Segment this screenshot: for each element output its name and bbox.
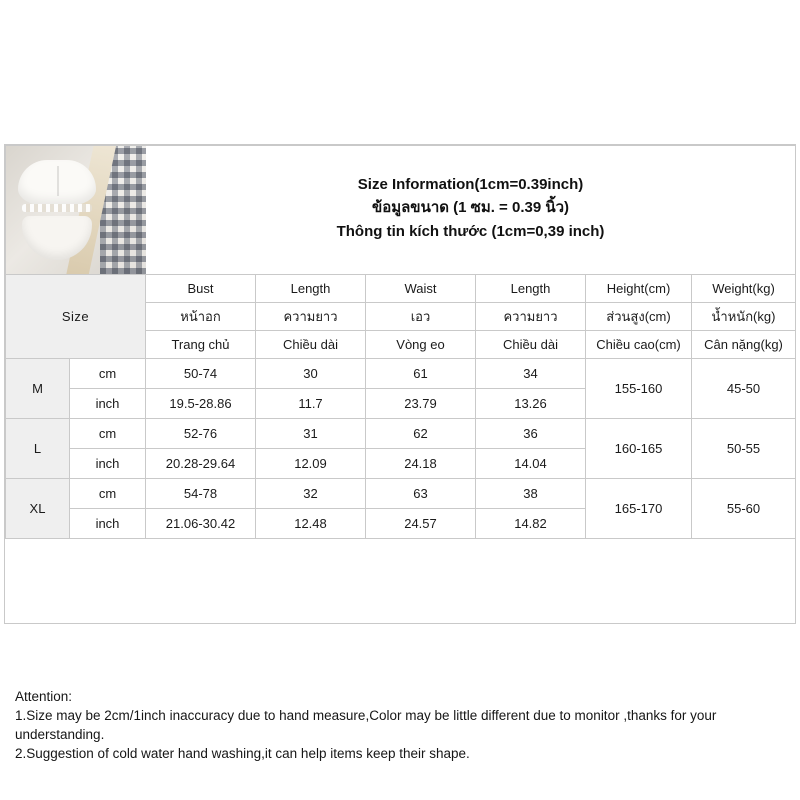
attention-line-1: 1.Size may be 2cm/1inch inaccuracy due to hand measure,Color may be little different due to monitor ,thanks for your understanding. [15,708,717,743]
table-row-title [6,146,796,275]
attention-line-2: 2.Suggestion of cold water hand washing,it can help items keep their shape. [15,746,470,762]
col-header-bust-en: Bust [146,275,256,303]
cell-xl-weight: 55-60 [692,479,796,539]
cell-l-height: 160-165 [586,419,692,479]
size-chart-table-wrapper [4,144,796,762]
title-line-en: Size Information(1cm=0.39inch) [357,176,584,194]
col-header-waist-vi: Vòng eo [366,331,476,359]
row-size-l: L [6,419,70,479]
table-row [6,479,796,509]
table-row [6,359,796,389]
table-row-header-en [6,275,796,303]
row-unit-cm-xl: cm [70,479,146,509]
row-size-xl: XL [6,479,70,539]
attention-notes [9,683,800,764]
cell-xl-inch-length2: 14.82 [476,509,586,539]
cell-l-cm-length1: 31 [256,419,366,449]
col-header-length1-th: ความยาว [256,303,366,331]
row-unit-cm-m: cm [70,359,146,389]
row-unit-inch-l: inch [70,449,146,479]
col-header-length1-vi: Chiều dài [256,331,366,359]
cell-xl-cm-length2: 38 [476,479,586,509]
cell-m-height: 155-160 [586,359,692,419]
cell-xl-cm-waist: 63 [366,479,476,509]
size-chart-table [5,145,796,539]
product-photo [6,146,146,274]
row-size-m: M [6,359,70,419]
photo-bra [18,160,96,206]
col-header-length2-vi: Chiều dài [476,331,586,359]
cell-m-weight: 45-50 [692,359,796,419]
cell-l-inch-bust: 20.28-29.64 [146,449,256,479]
cell-m-inch-length1: 11.7 [256,389,366,419]
cell-m-cm-length2: 34 [476,359,586,389]
col-header-height-vi: Chiều cao(cm) [586,331,692,359]
cell-l-inch-waist: 24.18 [366,449,476,479]
col-header-bust-th: หน้าอก [146,303,256,331]
title-line-th: ข้อมูลขนาด (1 ซม. = 0.39 นิ้ว) [371,199,570,217]
cell-m-cm-bust: 50-74 [146,359,256,389]
attention-heading: Attention: [15,689,73,704]
cell-l-weight: 50-55 [692,419,796,479]
cell-xl-inch-bust: 21.06-30.42 [146,509,256,539]
cell-xl-cm-bust: 54-78 [146,479,256,509]
col-header-weight-en: Weight(kg) [692,275,796,303]
cell-m-cm-length1: 30 [256,359,366,389]
row-unit-inch-m: inch [70,389,146,419]
col-header-waist-th: เอว [366,303,476,331]
cell-m-inch-waist: 23.79 [366,389,476,419]
cell-m-cm-waist: 61 [366,359,476,389]
cell-m-inch-length2: 13.26 [476,389,586,419]
table-row [6,419,796,449]
col-header-length2-en: Length [476,275,586,303]
row-unit-cm-l: cm [70,419,146,449]
col-header-bust-vi: Trang chủ [146,331,256,359]
col-header-height-en: Height(cm) [586,275,692,303]
cell-xl-inch-waist: 24.57 [366,509,476,539]
cell-l-cm-bust: 52-76 [146,419,256,449]
cell-m-inch-bust: 19.5-28.86 [146,389,256,419]
cell-xl-cm-length1: 32 [256,479,366,509]
col-header-height-th: ส่วนสูง(cm) [586,303,692,331]
row-unit-inch-xl: inch [70,509,146,539]
cell-l-inch-length1: 12.09 [256,449,366,479]
cell-xl-inch-length1: 12.48 [256,509,366,539]
col-header-length2-th: ความยาว [476,303,586,331]
photo-lace-trim [22,204,92,212]
size-column-header: Size [6,275,146,359]
cell-xl-height: 165-170 [586,479,692,539]
col-header-waist-en: Waist [366,275,476,303]
size-information-title [146,146,796,275]
col-header-weight-th: น้ำหนัก(kg) [692,303,796,331]
col-header-weight-vi: Cân nặng(kg) [692,331,796,359]
cell-l-cm-waist: 62 [366,419,476,449]
product-thumbnail-cell [6,146,146,275]
title-line-vi: Thông tin kích thước (1cm=0,39 inch) [336,222,605,240]
col-header-length1-en: Length [256,275,366,303]
cell-l-inch-length2: 14.04 [476,449,586,479]
cell-l-cm-length2: 36 [476,419,586,449]
